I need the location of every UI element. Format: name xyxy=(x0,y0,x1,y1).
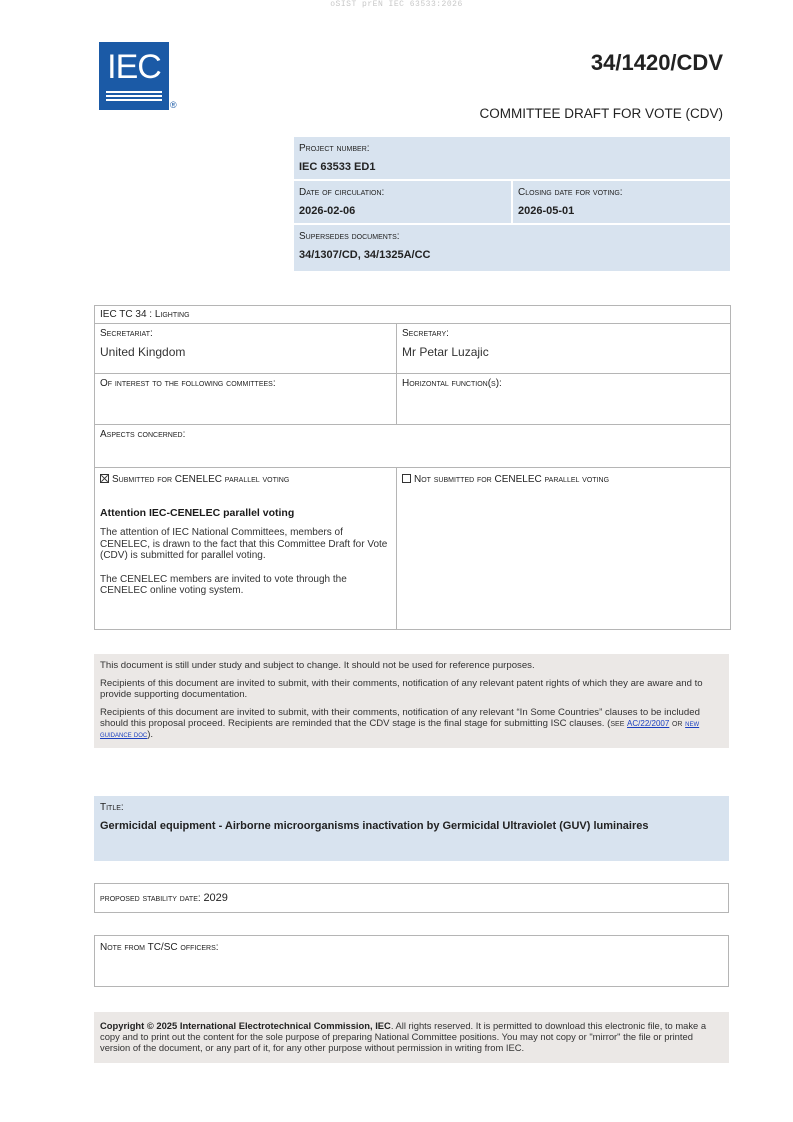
attention-paragraph-2: The CENELEC members are invited to vote through the CENELEC online voting system. xyxy=(100,573,347,596)
secretariat-cell xyxy=(95,324,397,373)
stability-box xyxy=(94,883,729,913)
circulation-date: 2026-02-06 xyxy=(299,205,356,217)
closing-cell xyxy=(513,181,730,223)
see-text: (see xyxy=(607,718,625,729)
stability-year: 2029 xyxy=(203,892,228,904)
attention-title: Attention IEC-CENELEC parallel voting xyxy=(100,507,295,519)
document-type: COMMITTEE DRAFT FOR VOTE (CDV) xyxy=(479,106,723,121)
submitted-label: Submitted for CENELEC parallel voting xyxy=(112,474,290,485)
registered-mark: ® xyxy=(170,100,177,110)
interest-cell xyxy=(95,374,397,424)
stability-label: proposed stability date: xyxy=(100,893,201,904)
secretary-value: Mr Petar Luzajic xyxy=(402,345,489,359)
document-title: Germicidal equipment - Airborne microorganisms inactivation by Germicidal Ultraviolet (GUV) luminaires xyxy=(100,820,649,832)
ac-22-2007-link[interactable]: AC/22/2007 xyxy=(627,719,670,728)
aspects-label: Aspects concerned: xyxy=(100,429,186,440)
tc-row xyxy=(95,306,730,324)
supersedes-row xyxy=(294,225,730,271)
not-submitted-cell xyxy=(397,468,730,629)
copyright-text: . All rights reserved. It is permitted to download this electronic file, to make a copy and to print out the content for the sole purpose of preparing National Committee positions. You may not copy or "mirror" the file or printed version of the document, or any part of it, for any other purpose without permission in writing from IEC. xyxy=(100,1020,707,1053)
logo-text: IEC xyxy=(107,48,161,86)
document-number: 34/1420/CDV xyxy=(590,50,723,75)
or-text: or xyxy=(671,718,683,729)
project-info-box xyxy=(294,137,730,271)
supersedes-documents: 34/1307/CD, 34/1325A/CC xyxy=(299,249,431,261)
new-guidance-doc-link[interactable]: new guidance doc xyxy=(100,719,700,739)
title-box xyxy=(94,796,729,861)
secretary-label: Secretary: xyxy=(402,328,449,339)
not-submitted-option xyxy=(402,474,725,485)
secretariat-row xyxy=(95,324,730,374)
submitted-option xyxy=(100,474,391,485)
iec-logo xyxy=(99,42,169,110)
closing-label: Closing date for voting: xyxy=(518,187,623,198)
project-number: IEC 63533 ED1 xyxy=(299,161,376,173)
circulation-label: Date of circulation: xyxy=(299,187,385,198)
notice-box xyxy=(94,654,729,748)
tc-name: IEC TC 34 : Lighting xyxy=(100,309,190,320)
horizontal-cell xyxy=(397,374,730,424)
notice-paragraph-2: Recipients of this document are invited to submit, with their comments, notification of any relevant patent rights of which they are aware and to provide supporting documentation. xyxy=(100,678,703,700)
closing-paren: ). xyxy=(147,729,154,740)
aspects-cell xyxy=(95,425,730,467)
notice-paragraph-1: This document is still under study and subject to change. It should not be used for reference purposes. xyxy=(100,660,535,671)
horizontal-label: Horizontal function(s): xyxy=(402,378,502,389)
closing-date: 2026-05-01 xyxy=(518,205,575,217)
secretary-cell xyxy=(397,324,730,373)
notice-paragraph-3-text: Recipients of this document are invited to submit, with their comments, notification of any relevant “In Some Countries” clauses to be included should this proposal proceed. Recipients are reminded that the CDV stage is the final stage for submitting ISC clauses. xyxy=(100,707,700,729)
logo-lines xyxy=(106,91,162,103)
submitted-checkbox[interactable] xyxy=(100,474,109,483)
aspects-row xyxy=(95,425,730,468)
interest-row xyxy=(95,374,730,425)
cenelec-row xyxy=(95,468,730,629)
dates-row xyxy=(294,181,730,225)
secretariat-value: United Kingdom xyxy=(100,345,186,359)
submitted-cell xyxy=(95,468,397,629)
title-label: Title: xyxy=(100,802,124,813)
interest-label: Of interest to the following committees: xyxy=(100,378,276,389)
secretariat-label: Secretariat: xyxy=(100,328,153,339)
project-number-label: Project number: xyxy=(299,143,370,154)
not-submitted-checkbox[interactable] xyxy=(402,474,411,483)
circulation-cell xyxy=(294,181,513,223)
note-label: Note from TC/SC officers: xyxy=(100,942,219,953)
copyright-holder: Copyright © 2025 International Electrotechnical Commission, IEC xyxy=(100,1020,391,1031)
attention-paragraph-1: The attention of IEC National Committees, members of CENELEC, is drawn to the fact that this Committee Draft for Vote (CDV) is submitted for parallel voting. xyxy=(100,527,388,561)
watermark: oSIST prEN IEC 63533:2026 xyxy=(330,0,463,9)
committee-table xyxy=(94,305,731,630)
copyright-box xyxy=(94,1012,729,1063)
project-number-row xyxy=(294,137,730,181)
notice-paragraph-3 xyxy=(100,707,723,740)
note-box xyxy=(94,935,729,987)
not-submitted-label: Not submitted for CENELEC parallel voting xyxy=(414,474,610,485)
supersedes-label: Supersedes documents: xyxy=(299,231,400,242)
